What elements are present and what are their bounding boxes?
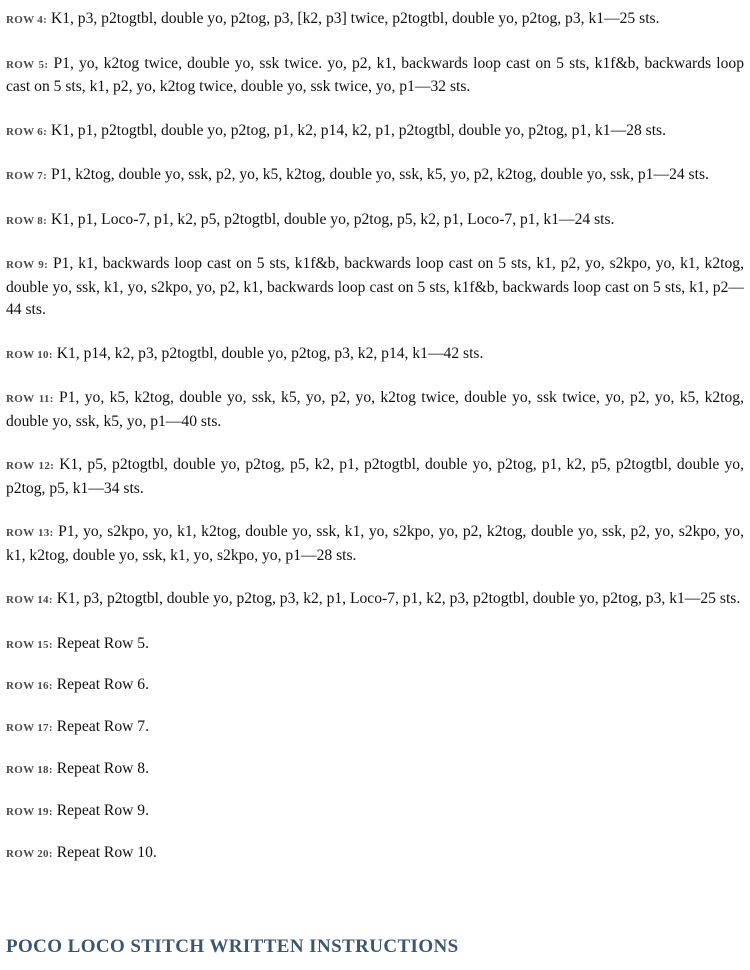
row-19 [6,800,744,824]
row-text: Repeat Row 6. [56,676,149,694]
row-label: ROW 10: [6,348,53,361]
row-text: K1, p14, k2, p3, p2togtbl, double yo, p2tog, p3, k2, p14, k1—42 sts. [56,344,484,362]
row-text: P1, k1, backwards loop cast on 5 sts, k1f&b, backwards loop cast on 5 sts, k1, p2, yo, s2kpo, yo, k1, k2tog, double yo, ssk, k1, yo, s2kpo, yo, p2, k1, backwards loop cast on 5 sts, k1f&b, backwards loop cast on 5 sts, k1, p2—44 sts. [6,255,744,318]
row-label: ROW 13: [6,527,54,539]
row-label: ROW 15: [6,638,53,651]
row-13 [6,521,744,567]
row-label: ROW 11: [6,393,54,405]
row-11 [6,387,744,433]
row-label: ROW 19: [6,806,53,819]
row-text: Repeat Row 10. [56,843,157,861]
row-text: P1, k2tog, double yo, ssk, p2, yo, k5, k2tog, double yo, ssk, k5, yo, p2, k2tog, double yo, ssk, p1—24 sts. [50,166,709,183]
row-9 [6,253,744,322]
row-16 [6,674,744,698]
row-label: ROW 16: [6,680,53,693]
row-label: ROW 4: [6,14,48,26]
row-text: Repeat Row 5. [56,634,149,652]
row-text: P1, yo, k5, k2tog, double yo, ssk, k5, yo, p2, yo, k2tog twice, double yo, ssk twice, yo, p2, yo, k5, k2tog, double yo, ssk, k5, yo, p1—40 sts. [6,389,744,430]
row-8 [6,209,744,233]
row-text: K1, p3, p2togtbl, double yo, p2tog, p3, [k2, p3] twice, p2togtbl, double yo, p2tog, p3, k1—25 sts. [50,10,660,27]
section-heading: POCO LOCO STITCH WRITTEN INSTRUCTIONS [6,936,459,957]
row-12 [6,454,744,500]
row-18 [6,758,744,782]
row-text: K1, p1, Loco-7, p1, k2, p5, p2togtbl, double yo, p2tog, p5, k2, p1, Loco-7, p1, k1—24 sts. [50,210,615,228]
row-text: K1, p5, p2togtbl, double yo, p2tog, p5, k2, p1, p2togtbl, double yo, p2tog, p1, k2, p5, p2togtbl, double yo, p2tog, p5, k1—34 sts. [6,456,744,497]
row-14 [6,588,744,612]
row-17 [6,716,744,740]
row-label: ROW 17: [6,722,53,735]
row-label: ROW 9: [6,259,49,271]
instructions-body [6,8,744,884]
row-text: Repeat Row 9. [56,802,149,820]
row-text: K1, p1, p2togtbl, double yo, p2tog, p1, k2, p14, k2, p1, p2togtbl, double yo, p2tog, p1, k1—28 sts. [50,121,667,139]
row-5 [6,53,744,99]
row-label: ROW 6: [6,125,48,138]
row-text: Repeat Row 8. [56,760,149,778]
row-10 [6,343,744,367]
row-text: P1, yo, s2kpo, yo, k1, k2tog, double yo, ssk, k1, yo, s2kpo, yo, p2, k2tog, double yo, ssk, p2, yo, s2kpo, yo, k1, k2tog, double yo, ssk, k1, yo, s2kpo, yo, p1—28 sts. [6,523,744,564]
row-label: ROW 8: [6,214,48,227]
row-label: ROW 12: [6,460,55,472]
row-label: ROW 20: [6,847,53,860]
row-label: ROW 7: [6,170,48,182]
row-6 [6,120,744,144]
row-text: K1, p3, p2togtbl, double yo, p2tog, p3, k2, p1, Loco-7, p1, k2, p3, p2togtbl, double yo, p2tog, p3, k1—25 sts. [56,590,741,607]
row-20 [6,842,744,866]
row-label: ROW 18: [6,764,53,777]
row-text: Repeat Row 7. [56,718,149,736]
row-15 [6,633,744,657]
row-7 [6,164,744,188]
row-text: P1, yo, k2tog twice, double yo, ssk twice. yo, p2, k1, backwards loop cast on 5 sts, k1f&b, backwards loop cast on 5 sts, k1, p2, yo, k2tog twice, double yo, ssk twice, yo, p1—32 sts. [6,54,745,95]
row-label: ROW 5: [6,58,49,71]
row-label: ROW 14: [6,594,53,606]
row-4 [6,8,744,32]
